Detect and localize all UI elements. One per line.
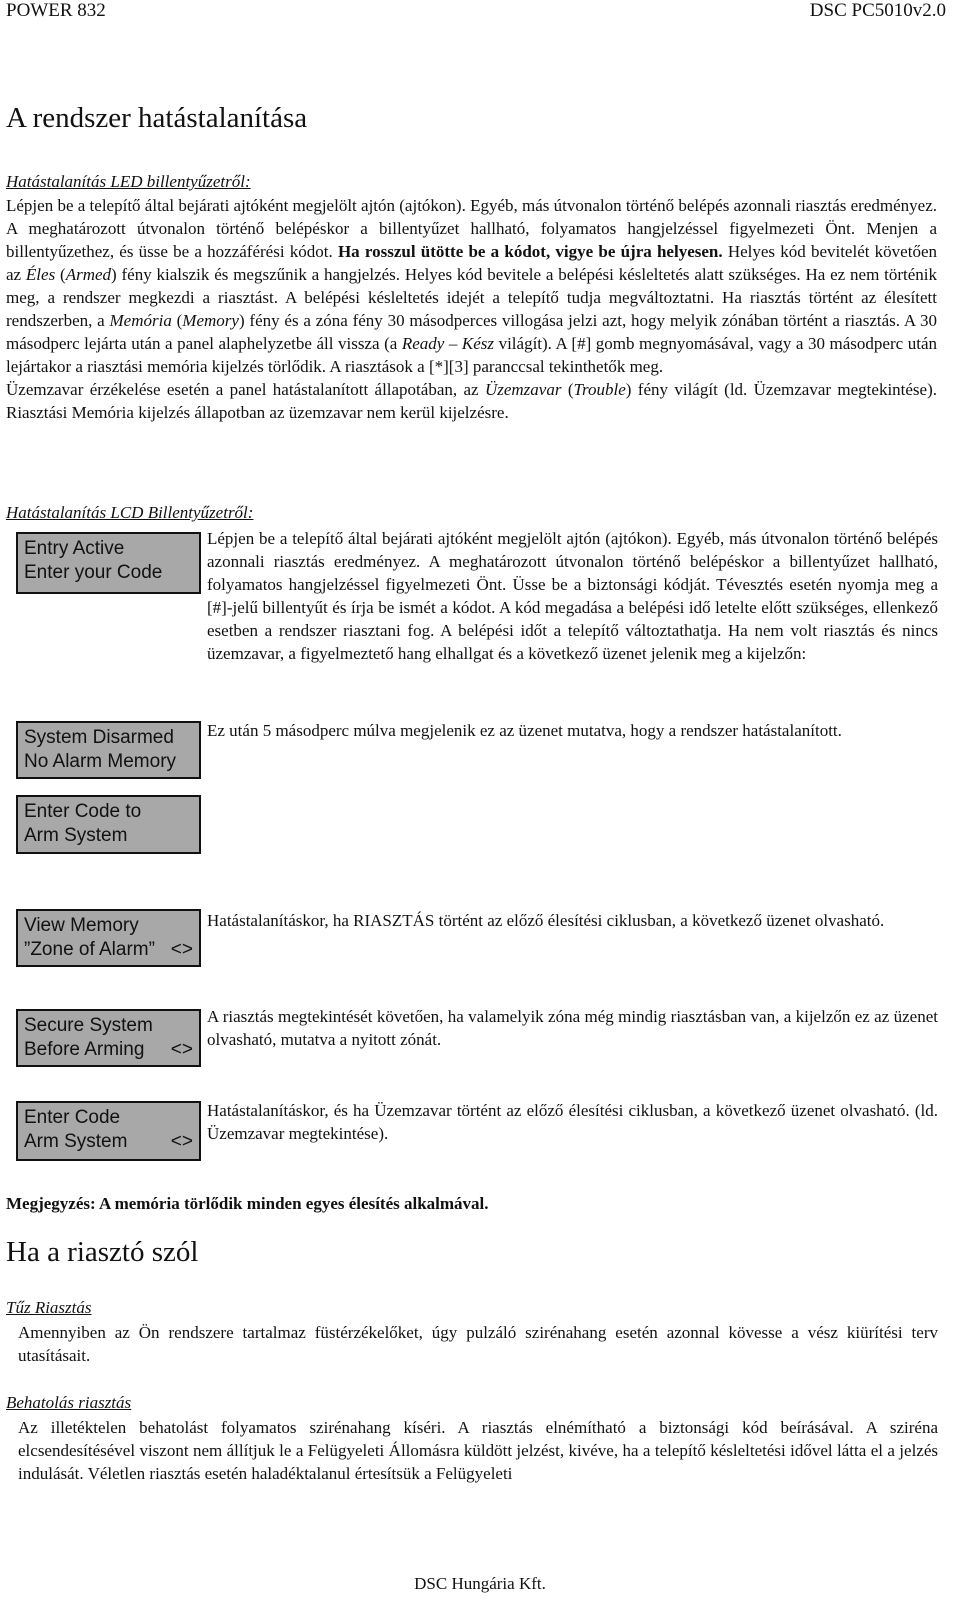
lcd-text-4: A riasztás megtekintését követően, ha valamelyik zóna még mindig riasztásban van, a kijelzőn ez az üzenet olvasható, mutatva a nyitott zónát. — [207, 1007, 938, 1049]
led-paragraph-2: Üzemzavar érzékelése esetén a panel hatástalanított állapotában, az Üzemzavar (Trouble) fény világít (ld. Üzemzavar megtekintése). Riasztási Memória kijelzés állapotban az üzemzavar nem kerül kijelzésre. — [6, 380, 938, 422]
fire-alarm-text: Amennyiben az Ön rendszere tartalmaz füstérzékelőket, úgy pulzáló szirénahang esetén azonnal kövesse a vész kiürítési terv utasításait. — [18, 1323, 938, 1365]
scroll-arrows-icon: <> — [170, 1131, 193, 1152]
scroll-arrows-icon: <> — [170, 939, 193, 960]
intrusion-alarm-heading: Behatolás riasztás — [6, 1393, 132, 1412]
lcd-display-secure-system: Secure System Before Arming <> — [16, 1009, 201, 1067]
alarm-section-title: Ha a riasztó szól — [6, 1236, 199, 1268]
lcd-display-view-memory: View Memory ”Zone of Alarm” <> — [16, 909, 201, 967]
lcd-text-1: Lépjen be a telepítő által bejárati ajtóként megjelölt ajtón (ajtókon). Egyéb, más útvonalon történő belépés azonnali riasztás eredményez. A meghatározott útvonalon történő belépéskor a billentyűzet hallható, folyamatos hangjelzéssel figyelmezeti Önt. Üsse be a biztonsági kódját. Tévesztés esetén nyomja meg a [#]-jelű billentyűt és írja be ismét a kódot. A kód megadása a belépési idő letelte előtt szükséges, ellenkező esetben a rendszer riasztani fog. A belépési időt a telepítő változtathatja. Ha nem volt riasztás és nincs üzemzavar, a figyelmeztető hang elhallgat és a következő üzenet jelenik meg a kijelzőn: — [207, 529, 938, 663]
scroll-arrows-icon: <> — [170, 1039, 193, 1060]
led-paragraph-1: Lépjen be a telepítő által bejárati ajtóként megjelölt ajtón (ajtókon). Egyéb, más útvonalon történő belépés azonnali riasztás eredményez. A meghatározott útvonalon történő belépéskor a billentyűzet hallható, folyamatos hangjelzéssel figyelmezeti Önt. Menjen a billentyűzethez, és üsse be a hozzáférési kódot. Ha rosszul ütötte be a kódot, vigye be újra helyesen. Helyes kód bevitelét követően az Éles (Armed) fény kialszik és megszűnik a hangjelzés. Helyes kód bevitele a belépési késleltetés alatt szükséges. Ha ez nem történik meg, a rendszer megkezdi a riasztást. A belépési késleltetés idejét a telepítő tudja megváltoztatni. Ha riasztás történt az élesített rendszerben, a Memória (Memory) fény és a zóna fény 30 másodperces villogása jelzi azt, hogy melyik zónában történt a riasztás. A 30 másodperc lejárta után a panel alaphelyzetbe áll vissza (a Ready – Kész világít). A [#] gomb megnyomásával, vagy a 30 másodperc után lejártakor a riasztási memória kijelzés törlődik. A riasztások a [*][3] paranccsal tekinthetők meg. — [6, 196, 937, 376]
lcd-section-heading: Hatástalanítás LCD Billentyűzetről: — [6, 503, 254, 522]
lcd-display-entry-active: Entry Active Enter your Code — [16, 532, 201, 594]
intrusion-alarm-text: Az illetéktelen behatolást folyamatos szirénahang kíséri. A riasztás elnémítható a biztonsági kód beírásával. A sziréna elcsendesítésével viszont nem állítjuk le a Felügyeleti Állomásra küldött jelzést, kivéve, ha a telepítő késleltetési idővel látta el a jelzés indulását. Véletlen riasztás esetén haladéktalanul értesítsük a Felügyeleti — [18, 1418, 938, 1483]
lcd-display-enter-code-to-arm: Enter Code to Arm System — [16, 795, 201, 854]
lcd-display-system-disarmed: System Disarmed No Alarm Memory — [16, 721, 201, 779]
led-section-text — [6, 194, 937, 424]
lcd-text-2: Ez után 5 másodperc múlva megjelenik ez az üzenet mutatva, hogy a rendszer hatástalanított. — [207, 721, 842, 740]
header-left: POWER 832 — [6, 0, 106, 21]
header-right: DSC PC5010v2.0 — [809, 0, 946, 21]
fire-alarm-heading: Tűz Riasztás — [6, 1298, 92, 1317]
lcd-display-enter-code-arm: Enter Code Arm System <> — [16, 1101, 201, 1161]
page-footer: DSC Hungária Kft. — [414, 1574, 546, 1593]
memory-note: Megjegyzés: A memória törlődik minden egyes élesítés alkalmával. — [6, 1194, 489, 1213]
page-title: A rendszer hatástalanítása — [6, 102, 308, 134]
lcd-text-3: Hatástalanításkor, ha RIASZTÁS történt az előző élesítési ciklusban, a következő üzenet olvasható. — [207, 911, 885, 930]
led-section-heading: Hatástalanítás LED billentyűzetről: — [6, 172, 251, 191]
lcd-text-5: Hatástalanításkor, és ha Üzemzavar történt az előző élesítési ciklusban, a következő üzenet olvasható. (ld. Üzemzavar megtekintése). — [207, 1101, 938, 1143]
